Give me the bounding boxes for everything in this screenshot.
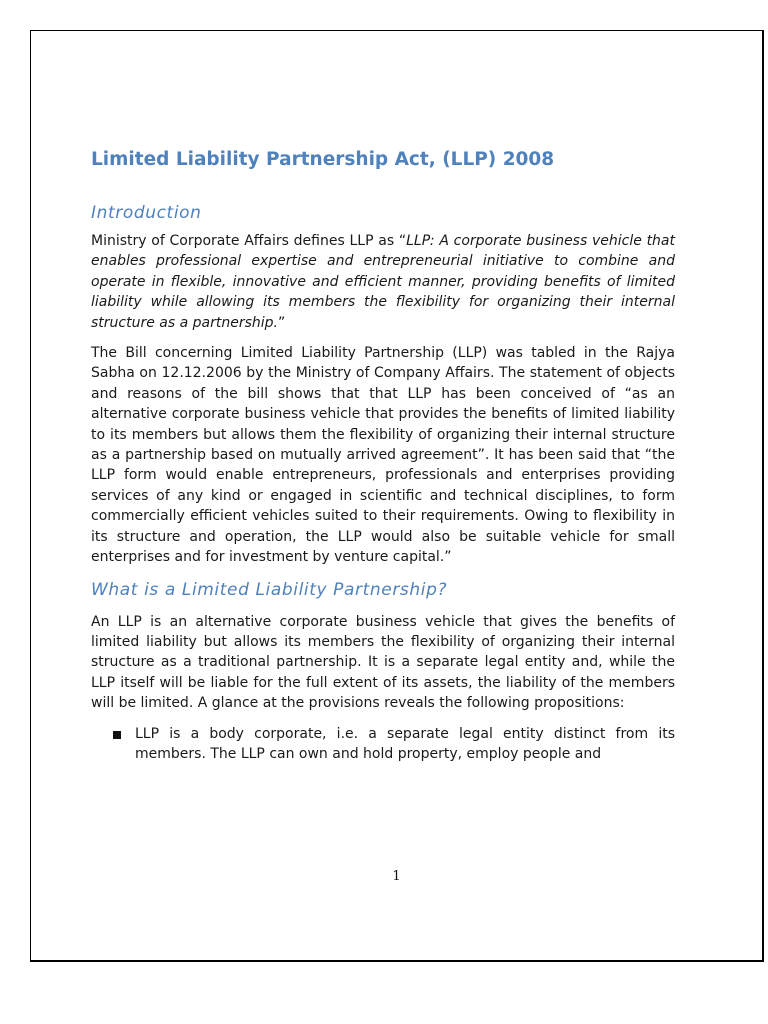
heading-introduction: Introduction: [91, 203, 202, 223]
list-item-text: LLP is a body corporate, i.e. a separate legal entity distinct from its members. The LLP can own and hold property, employ people and: [135, 725, 675, 762]
list-item: [91, 724, 675, 765]
square-bullet-icon: [113, 731, 121, 739]
propositions-list: [91, 724, 675, 765]
intro-paragraph-definition: [91, 231, 675, 333]
definition-quote: LLP: A corporate business vehicle that enables professional expertise and entrepreneurial initiative to combine and operate in flexible, innovative and efficient manner, providing benefits of limited liability while allowing its members the flexibility for organizing their internal structure as a partnership.: [91, 233, 675, 331]
page-content: [91, 147, 675, 764]
document-title: Limited Liability Partnership Act, (LLP) 2008: [91, 149, 555, 170]
intro-paragraph-bill: The Bill concerning Limited Liability Partnership (LLP) was tabled in the Rajya Sabha on 12.12.2006 by the Ministry of Company Affairs. The statement of objects and reasons of the bill shows that that LLP has been conceived of “as an alternative corporate business vehicle that provides the benefits of limited liability to its members but allows them the flexibility of organizing their internal structure as a partnership based on mutually arrived agreement”. It has been said that “the LLP form would enable entrepreneurs, professionals and enterprises providing services of any kind or engaged in scientific and technical disciplines, to form commercially efficient vehicles suited to their requirements. Owing to flexibility in its structure and operation, the LLP would also be suitable vehicle for small enterprises and for investment by venture capital.”: [91, 345, 675, 566]
heading-what-is-llp: What is a Limited Liability Partnership?: [91, 579, 448, 600]
llp-description-paragraph: An LLP is an alternative corporate business vehicle that gives the benefits of limited liability but allows its members the flexibility of organizing their internal structure as a traditional partnership. It is a separate legal entity and, while the LLP itself will be liable for the full extent of its assets, the liability of the members will be limited. A glance at the provisions reveals the following propositions:: [91, 613, 675, 712]
definition-lead: Ministry of Corporate Affairs defines LLP as “: [91, 233, 407, 249]
definition-tail: ”: [278, 314, 286, 331]
page-number: 1: [392, 869, 401, 884]
document-page: [30, 30, 764, 962]
